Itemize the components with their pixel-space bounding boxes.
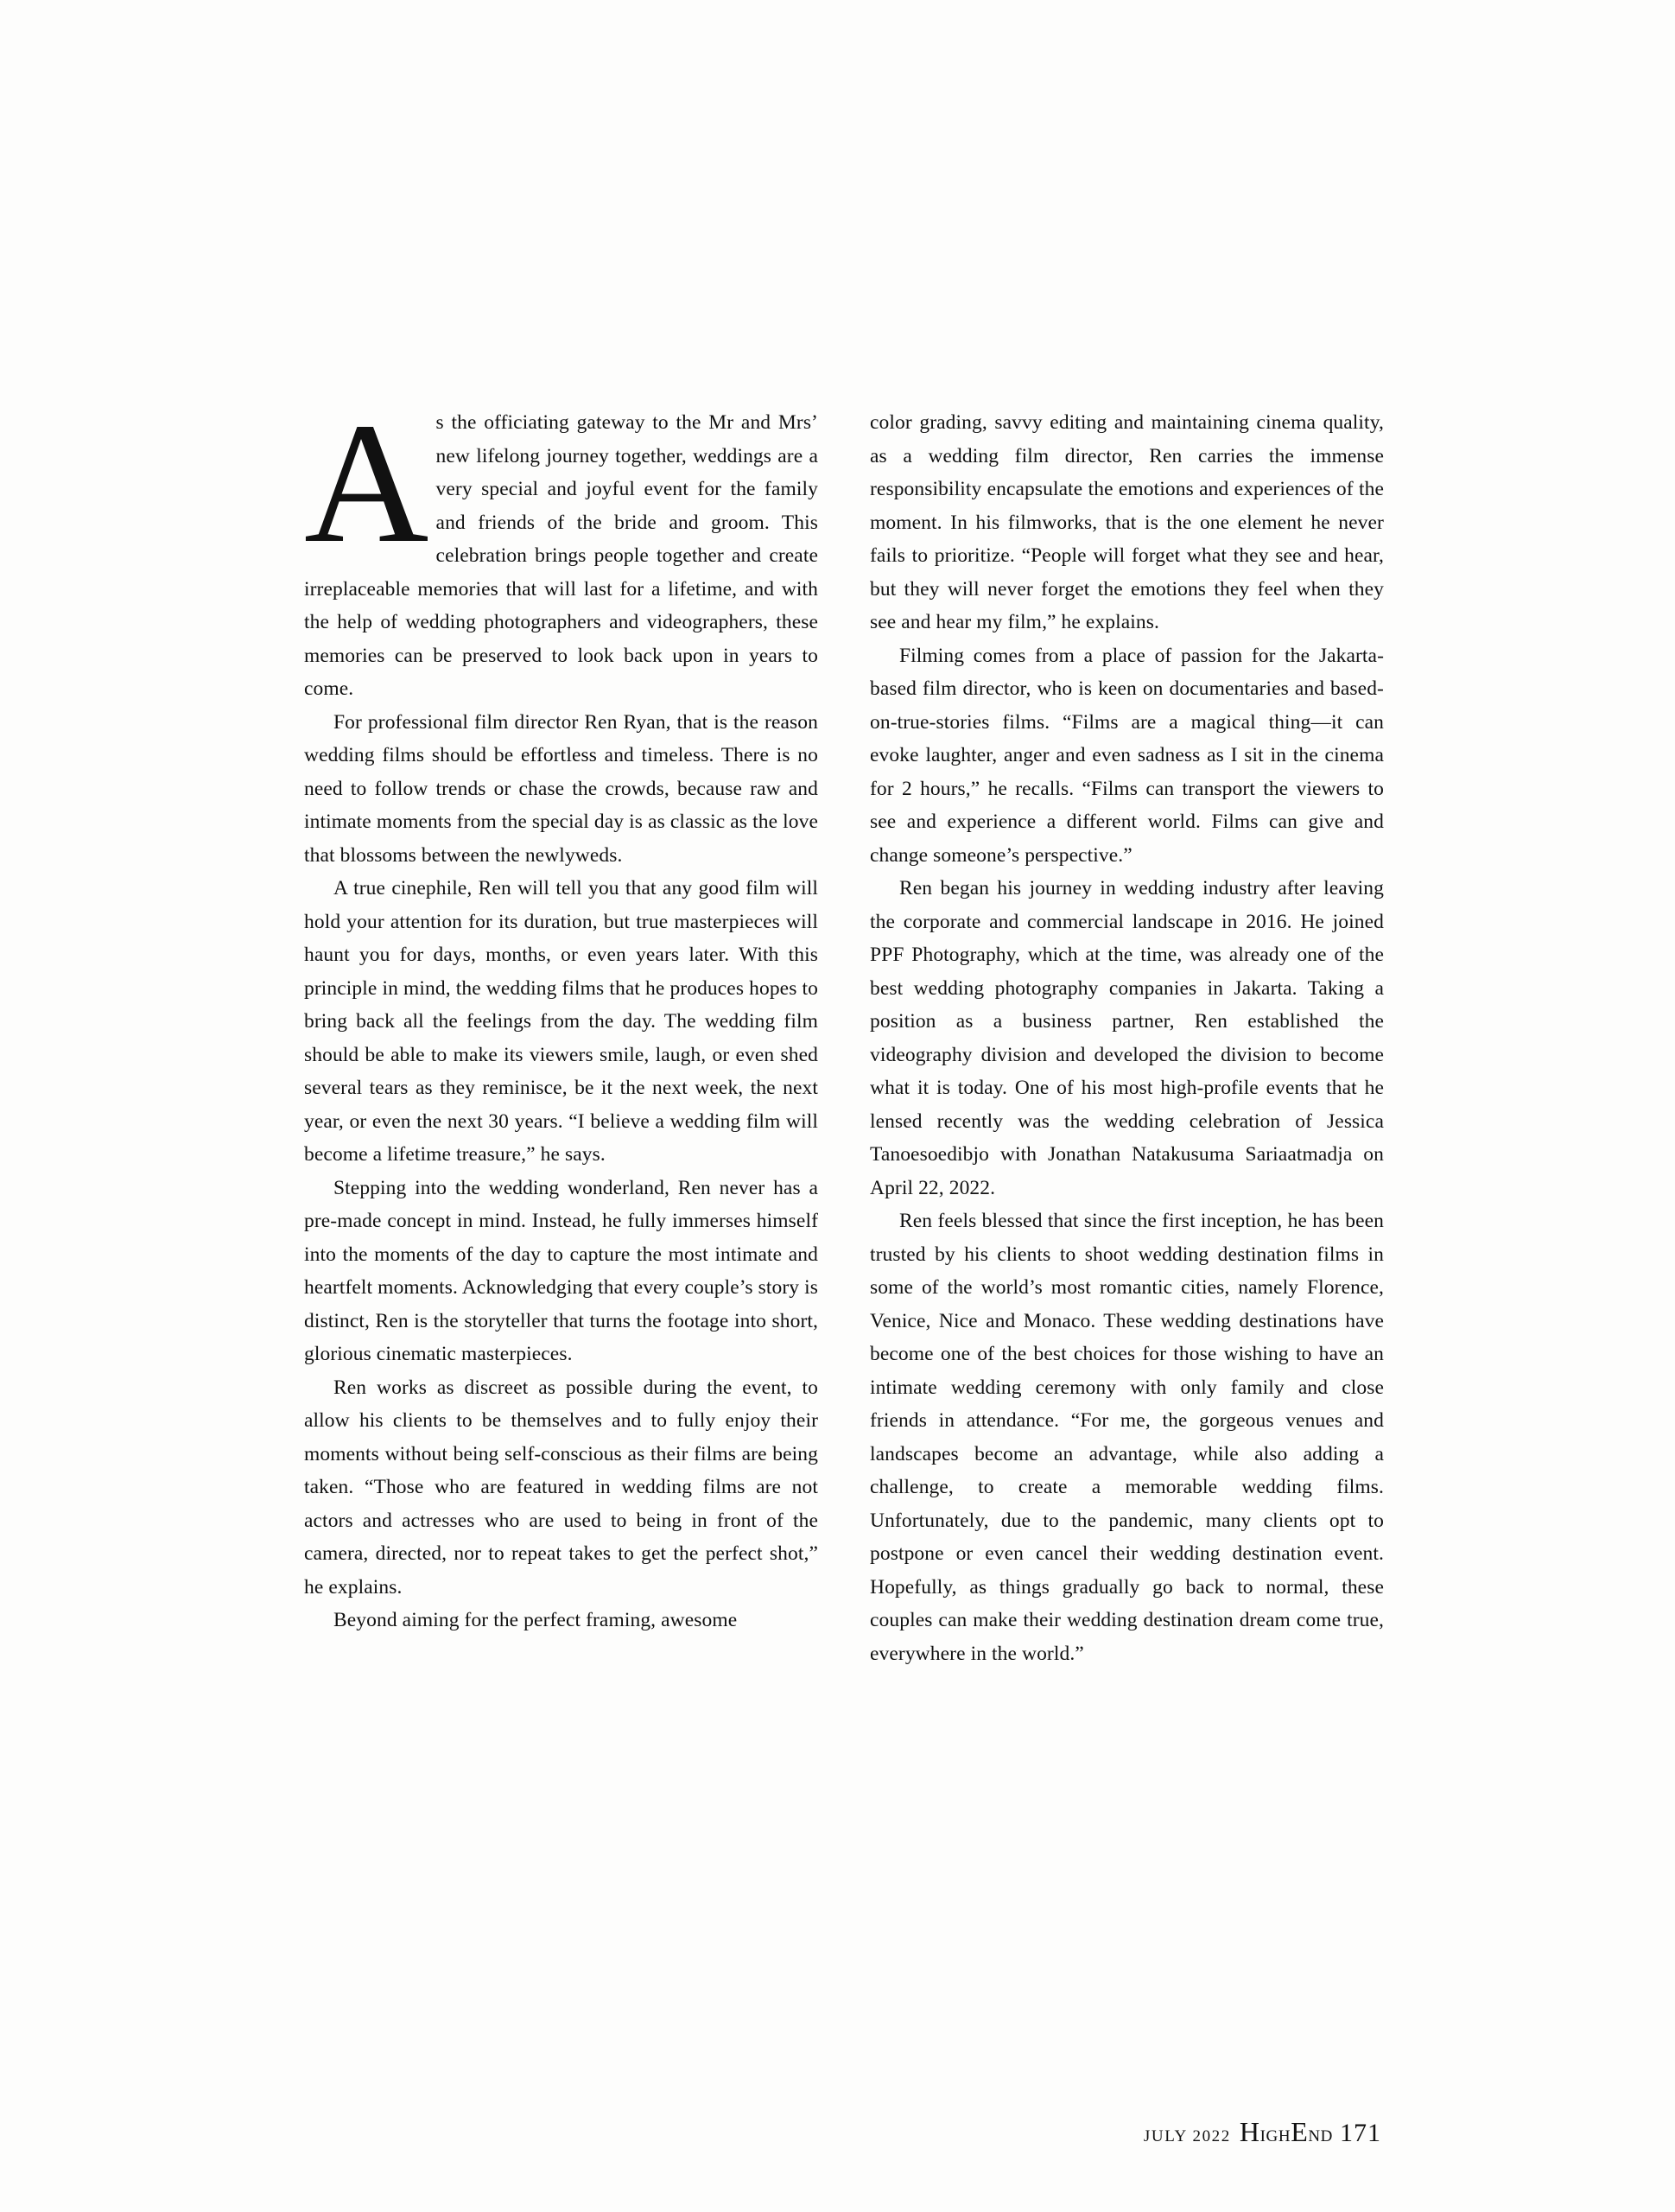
paragraph-left-1 — [304, 388, 818, 706]
issue-date: JULY 2022 — [1143, 2127, 1231, 2145]
page-number: 171 — [1340, 2119, 1381, 2147]
paragraph-left-3: A true cinephile, Ren will tell you that any good film will hold your attention for its duration, but true masterpieces will haunt you for days, months, or even years later. With this principle in mind, the wedding films that he produces hopes to bring back all the feelings from the day. The wedding film should be able to make its viewers smile, laugh, or even shed several tears as they reminisce, be it the next week, the next year, or even the next 30 years. “I believe a wedding film will become a lifetime treasure,” he says. — [304, 877, 818, 1166]
paragraph-right-2: Filming comes from a place of passion for the Jakarta-based film director, who is keen on documentaries and based-on-true-stories films. “Films are a magical thing—it can evoke laughter, anger and even sadness as I sit in the cinema for 2 hours,” he recalls. “Films can transport the viewers to see and experience a different world. Films can give and change someone’s perspective.” — [870, 644, 1384, 867]
paragraph-left-2: For professional film director Ren Ryan, that is the reason wedding films should be effortless and timeless. There is no need to follow trends or chase the crowds, because raw and intimate moments from the special day is as classic as the love that blossoms between the newlyweds. — [304, 710, 818, 867]
drop-cap: A — [304, 388, 429, 579]
brand-nd: nd — [1308, 2120, 1333, 2146]
magazine-brand — [1239, 2116, 1333, 2147]
paragraph-right-1: color grading, savvy editing and maintaining cinema quality, as a wedding film director, Ren carries the immense responsibility encapsulate the emotions and experiences of the moment. In his filmworks, that is the one element he never fails to prioritize. “People will forget what they see and hear, but they will never forget the emotions they feel when they see and hear my film,” he explains. — [870, 411, 1384, 633]
page-footer — [0, 2116, 1675, 2148]
right-column — [870, 406, 1384, 1670]
paragraph-left-5: Ren works as discreet as possible during the event, to allow his clients to be themselves and to fully enjoy their moments without being self-conscious as their films are being taken. “Those who are featured in wedding films are not actors and actresses who are used to being in front of the camera, directed, nor to repeat takes to get the perfect shot,” he explains. — [304, 1376, 818, 1599]
left-column — [304, 388, 818, 1637]
brand-initial-e: E — [1291, 2116, 1309, 2147]
brand-igh: igh — [1259, 2120, 1291, 2146]
brand-initial-h: H — [1239, 2116, 1260, 2147]
paragraph-right-4: Ren feels blessed that since the first inception, he has been trusted by his clients to shoot wedding destination films in some of the world’s most romantic cities, namely Florence, Venice, Nice and Monaco. These wedding destinations have become one of the best choices for those wishing to have an intimate wedding ceremony with only family and close friends in attendance. “For me, the gorgeous venues and landscapes become an advantage, while also adding a challenge, to create a memorable wedding films. Unfortunately, due to the pandemic, many clients opt to postpone or even cancel their wedding destination event. Hopefully, as things gradually go back to normal, these couples can make their wedding destination dream come true, everywhere in the world.” — [870, 1210, 1384, 1665]
article-body — [304, 388, 1384, 1670]
paragraph-left-4: Stepping into the wedding wonderland, Ren never has a pre-made concept in mind. Instead, he fully immerses himself into the moments of the day to capture the most intimate and heartfelt moments. Acknowledging that every couple’s story is distinct, Ren is the storyteller that turns the footage into short, glorious cinematic masterpieces. — [304, 1176, 818, 1365]
paragraph-right-3: Ren began his journey in wedding industry after leaving the corporate and commercial landscape in 2016. He joined PPF Photography, which at the time, was already one of the best wedding photography companies in Jakarta. Taking a position as a business partner, Ren established the videography division and developed the division to become what it is today. One of his most high-profile events that he lensed recently was the wedding celebration of Jessica Tanoesoedibjo with Jonathan Natakusuma Sariaatmadja on April 22, 2022. — [870, 877, 1384, 1199]
paragraph-text: s the officiating gateway to the Mr and Mrs’ new lifelong journey together, weddings are a very special and joyful event for the family and friends of the bride and groom. This celebration brings people together and create irreplaceable memories that will last for a lifetime, and with the help of wedding photographers and videographers, these memories can be preserved to look back upon in years to come. — [304, 411, 818, 700]
paragraph-left-6: Beyond aiming for the perfect framing, awesome — [333, 1609, 738, 1631]
